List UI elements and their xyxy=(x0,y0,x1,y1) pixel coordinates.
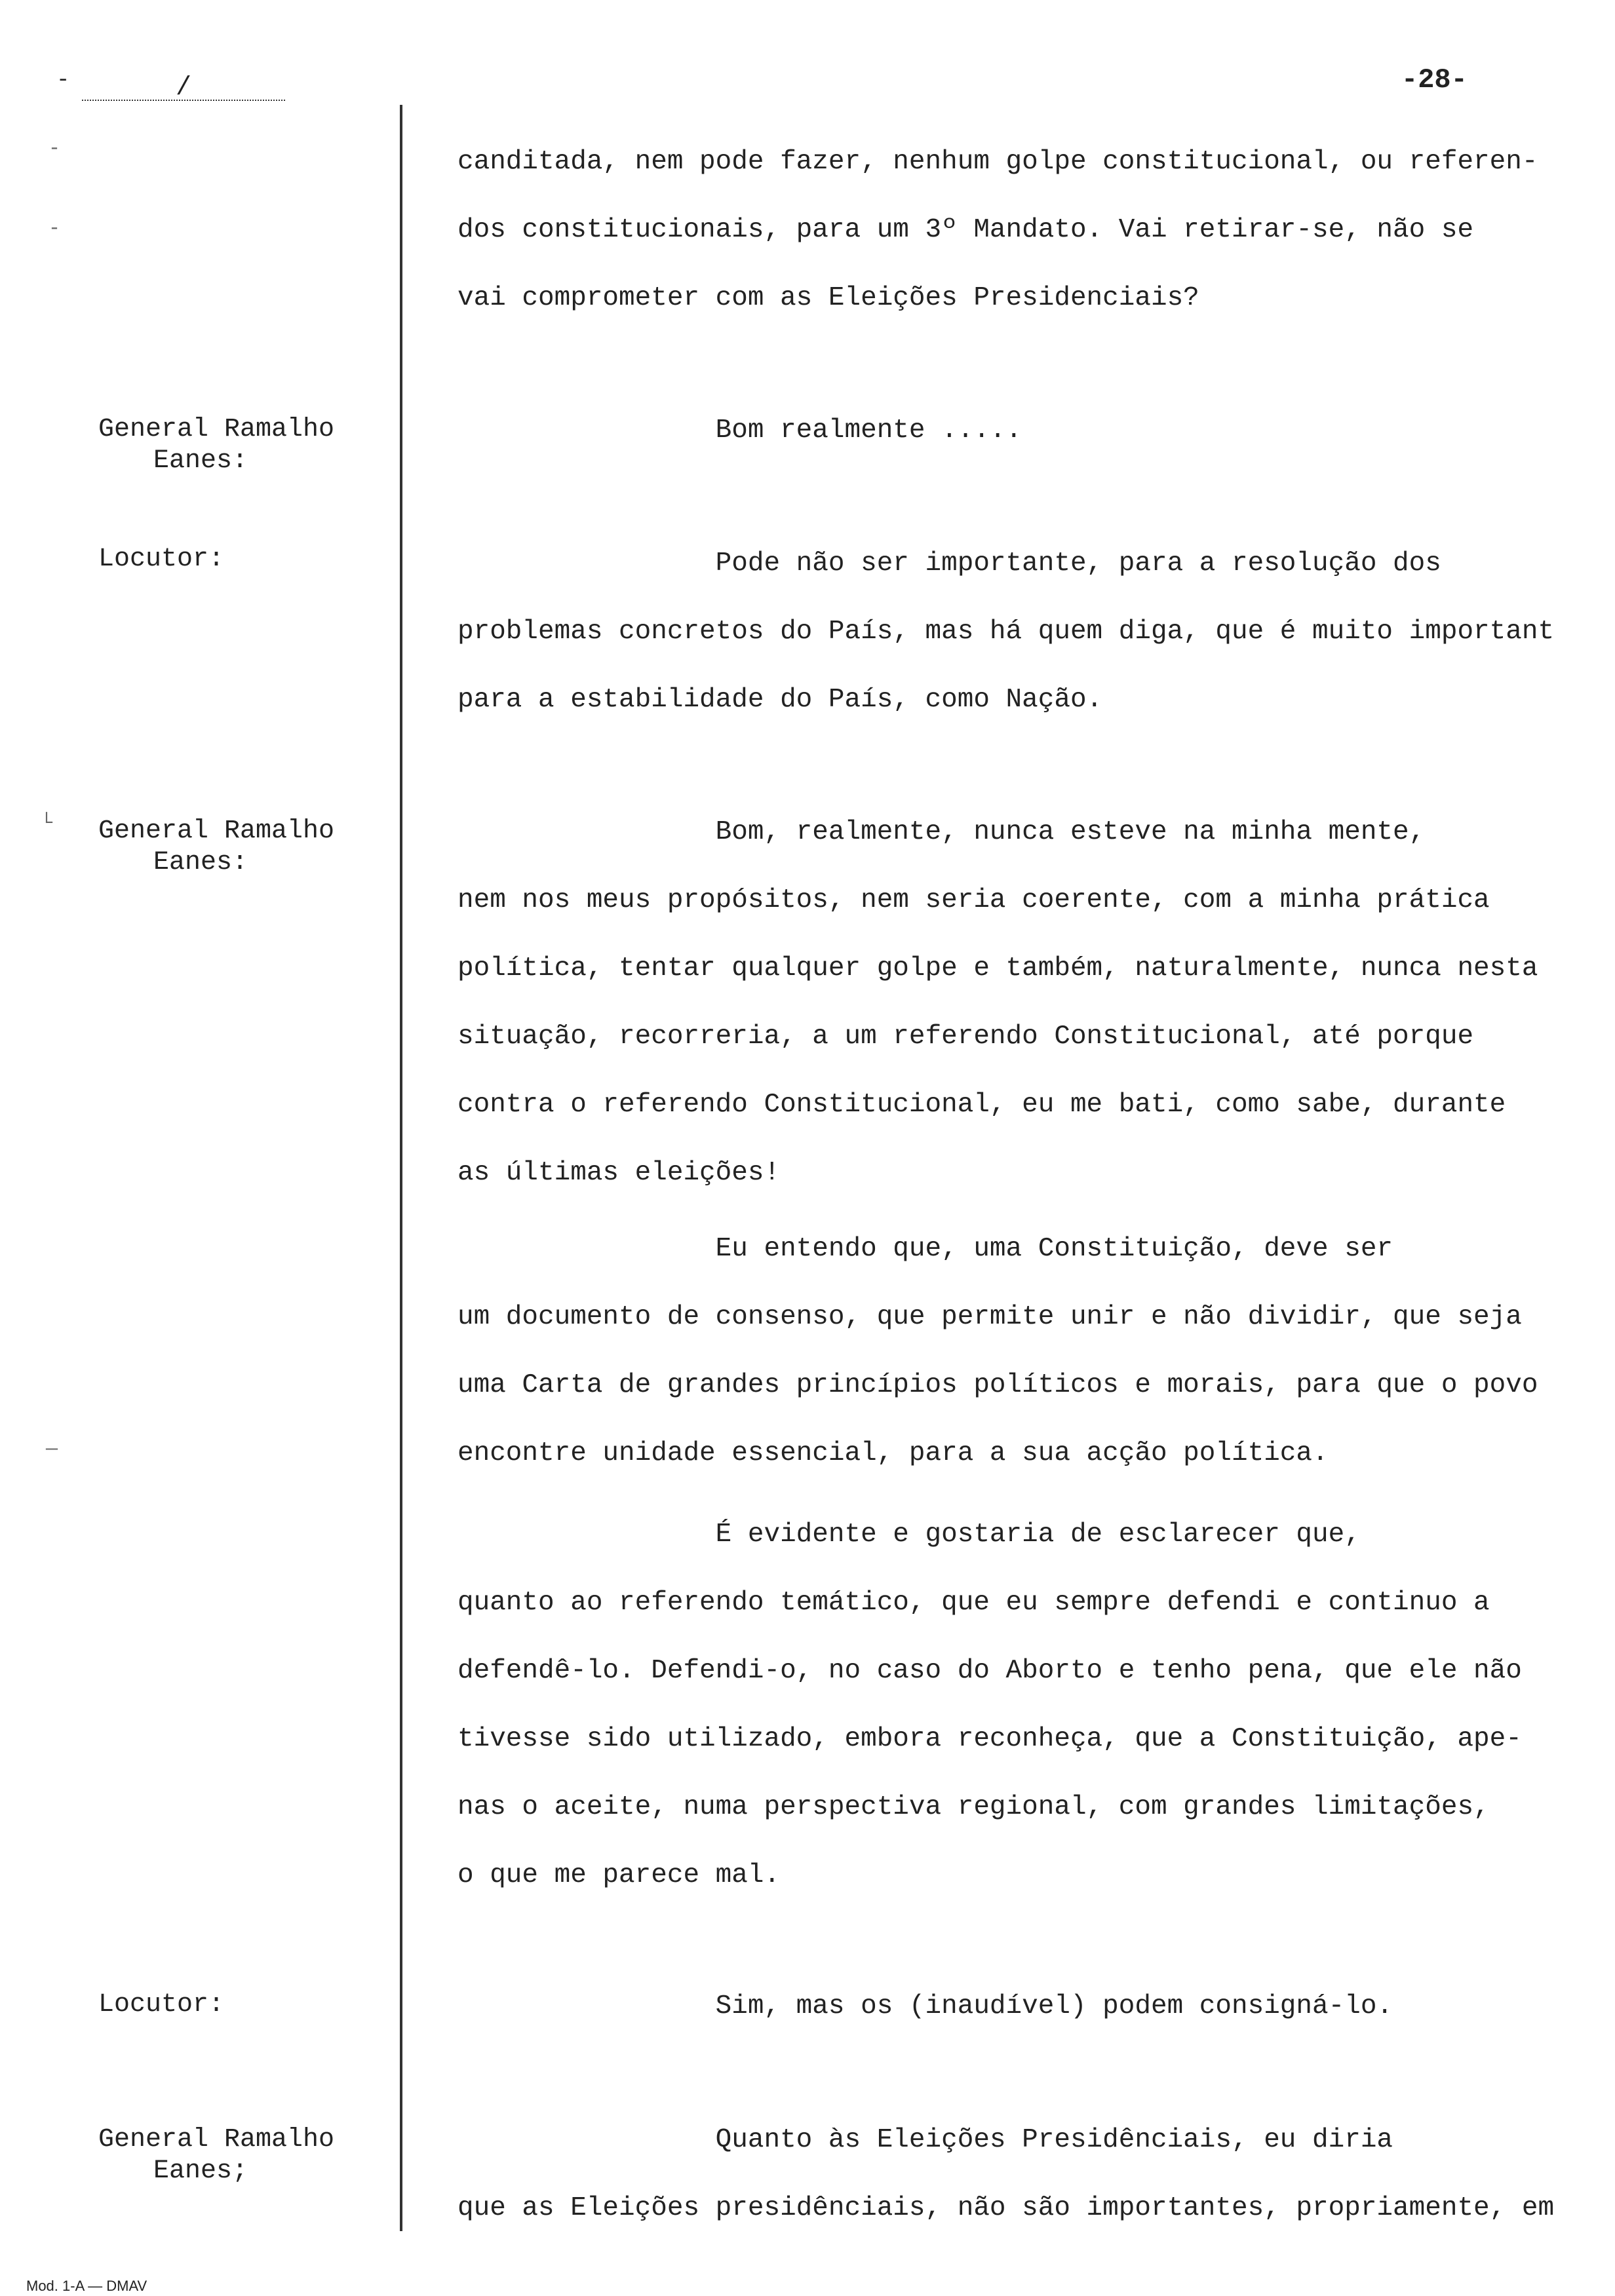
text-line: quanto ao referendo temático, que eu sempre defendi e continuo a xyxy=(457,1588,1490,1618)
text-line: Sim, mas os (inaudível) podem consigná-lo. xyxy=(457,1991,1393,2021)
page-number: -28- xyxy=(1401,64,1468,96)
margin-mark: - xyxy=(49,218,61,240)
speaker-column-divider xyxy=(400,105,402,2231)
text-line: que as Eleições presidênciais, não são importantes, propriamente, em xyxy=(457,2193,1555,2223)
speaker-name-cont: Eanes: xyxy=(153,446,248,476)
speaker-label xyxy=(98,544,360,575)
speaker-name-cont: Eanes: xyxy=(153,848,248,877)
text-line: um documento de consenso, que permite unir e não dividir, que seja xyxy=(457,1302,1522,1332)
text-line: canditada, nem pode fazer, nenhum golpe constitucional, ou referen- xyxy=(457,147,1538,177)
margin-mark: └ xyxy=(41,813,53,835)
speaker-name: Locutor: xyxy=(98,545,225,574)
form-footer: Mod. 1-A — DMAV xyxy=(26,2278,147,2294)
speaker-name: General Ramalho xyxy=(98,816,335,846)
margin-mark: — xyxy=(46,1438,58,1461)
speaker-label xyxy=(98,1989,360,2021)
margin-mark: - xyxy=(49,138,61,160)
text-line: nas o aceite, numa perspectiva regional, com grandes limitações, xyxy=(457,1792,1490,1822)
text-line: Eu entendo que, uma Constituição, deve ser xyxy=(457,1234,1393,1264)
text-line: problemas concretos do País, mas há quem diga, que é muito important xyxy=(457,617,1555,647)
text-line: o que me parece mal. xyxy=(457,1860,781,1890)
speaker-label xyxy=(98,816,360,879)
speaker-name: General Ramalho xyxy=(98,415,335,444)
text-line: Quanto às Eleições Presidênciais, eu diria xyxy=(457,2125,1393,2155)
text-line: tivesse sido utilizado, embora reconheça, que a Constituição, ape- xyxy=(457,1724,1522,1754)
text-line: É evidente e gostaria de esclarecer que, xyxy=(457,1520,1361,1550)
text-line: situação, recorreria, a um referendo Constitucional, até porque xyxy=(457,1022,1474,1052)
speaker-name-cont: Eanes; xyxy=(153,2156,248,2186)
text-line: nem nos meus propósitos, nem seria coerente, com a minha prática xyxy=(457,885,1490,915)
text-line: defendê-lo. Defendi-o, no caso do Aborto e tenho pena, que ele não xyxy=(457,1656,1522,1686)
speaker-label xyxy=(98,2124,360,2187)
text-line: para a estabilidade do País, como Nação. xyxy=(457,685,1103,715)
speaker-label xyxy=(98,414,360,477)
text-line: Bom, realmente, nunca esteve na minha mente, xyxy=(457,817,1426,847)
text-line: dos constitucionais, para um 3º Mandato. Vai retirar-se, não se xyxy=(457,215,1474,245)
text-line: vai comprometer com as Eleições Presidenciais? xyxy=(457,283,1199,313)
text-line: as últimas eleições! xyxy=(457,1158,781,1188)
text-line: uma Carta de grandes princípios políticos e morais, para que o povo xyxy=(457,1370,1538,1400)
text-line: Bom realmente ..... xyxy=(457,415,1022,446)
text-line: Pode não ser importante, para a resolução dos xyxy=(457,548,1441,579)
text-line: contra o referendo Constitucional, eu me bati, como sabe, durante xyxy=(457,1090,1506,1120)
speaker-name: Locutor: xyxy=(98,1990,225,2019)
text-line: política, tentar qualquer golpe e também, naturalmente, nunca nesta xyxy=(457,953,1538,984)
header-slash: / xyxy=(176,73,192,103)
speaker-name: General Ramalho xyxy=(98,2125,335,2154)
text-line: encontre unidade essencial, para a sua acção política. xyxy=(457,1438,1329,1468)
header-mark: - xyxy=(56,68,70,93)
